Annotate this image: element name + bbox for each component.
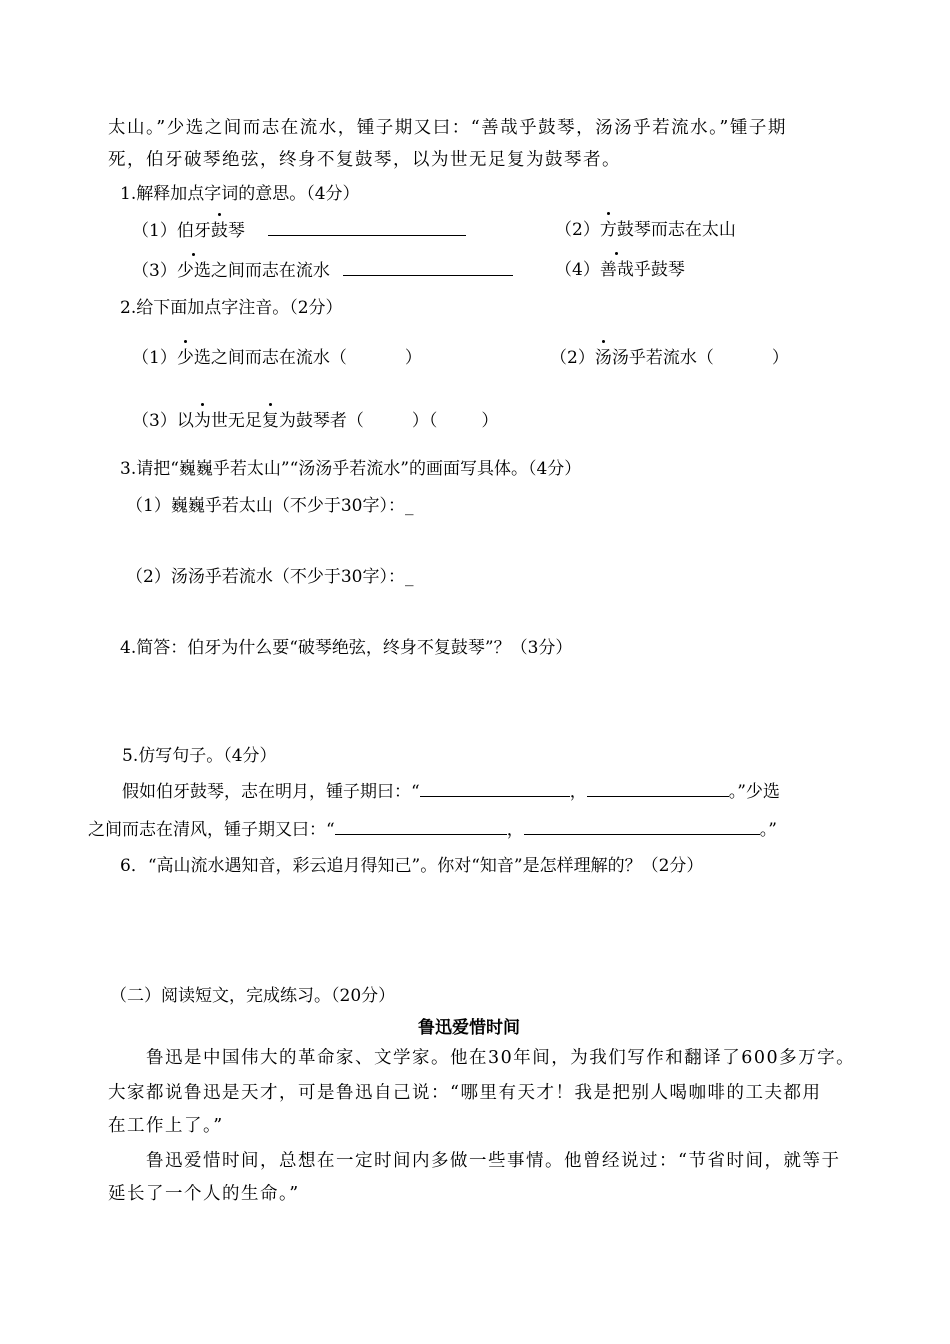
section-2-heading: （二）阅读短文，完成练习。（20分） (110, 986, 396, 1006)
q5-line-2 (88, 818, 777, 841)
q2-item-1-prefix: （1） (132, 348, 177, 368)
article-p1-line-3: 在工作上了。” (108, 1116, 224, 1136)
q5-line-2-text-b: ， (506, 820, 524, 840)
q2-item-3 (132, 410, 498, 432)
q2-item-2-close: ） (771, 348, 789, 368)
q2-item-3-close: ） (481, 411, 499, 431)
q6-title: 6．“高山流水遇知音，彩云追月得知己”。你对“知音”是怎样理解的？（2分） (120, 856, 704, 876)
q5-line-1 (122, 780, 780, 803)
q5-blank-3[interactable] (335, 818, 507, 835)
q1-item-3-prefix: （3） (132, 261, 177, 281)
q2-item-1-dotted: 少 (176, 348, 194, 368)
q2-item-2 (550, 347, 789, 369)
q1-item-3-answer-line[interactable] (343, 259, 513, 276)
q5-line-2-text-c: 。” (759, 820, 777, 840)
article-p2-line-1: 鲁迅爱惜时间，总想在一定时间内多做一些事情。他曾经说过：“节省时间，就等于 (146, 1151, 841, 1171)
q2-item-3-mid2: ）（ (411, 411, 438, 431)
q1-item-3-suffix: 之间而志在流水 (210, 261, 330, 281)
article-title: 鲁迅爱惜时间 (418, 1018, 520, 1038)
q1-title: 1.解释加点字词的意思。（4分） (120, 184, 360, 204)
q3-item-2[interactable]: （2）汤汤乎若流水（不少于30字）：_ (126, 567, 414, 587)
q5-line-1-text-b: ， (569, 782, 587, 802)
q2-item-3-dotted-1: 为 (193, 411, 211, 431)
q5-blank-2[interactable] (587, 780, 729, 797)
passage-line-1: 太山。”少选之间而志在流水，锺子期又曰：“善哉乎鼓琴，汤汤乎若流水。”锺子期 (108, 118, 787, 138)
q2-item-2-prefix: （2） (550, 348, 595, 368)
q1-item-2-dotted: 方 (599, 220, 617, 240)
q3-item-1[interactable]: （1）巍巍乎若太山（不少于30字）：_ (126, 496, 414, 516)
q2-item-3-dotted-2: 复 (261, 411, 279, 431)
q2-item-2-dotted: 汤 (594, 348, 612, 368)
q2-item-3-suffix: 为鼓琴者（ (278, 411, 364, 431)
q1-item-1-dotted: 鼓 (210, 221, 228, 241)
q5-title: 5.仿写句子。（4分） (122, 746, 277, 766)
q1-item-3 (132, 259, 513, 282)
article-p1-line-1: 鲁迅是中国伟大的革命家、文学家。他在30年间，为我们写作和翻译了600多万字。 (146, 1048, 856, 1068)
q5-blank-4[interactable] (524, 818, 760, 835)
passage-line-2: 死，伯牙破琴绝弦，终身不复鼓琴，以为世无足复为鼓琴者。 (108, 150, 621, 170)
article-p2-line-2: 延长了一个人的生命。” (108, 1184, 300, 1204)
q2-item-2-suffix: 汤乎若流水（ (611, 348, 714, 368)
q1-item-4-dotted: 善哉 (599, 260, 634, 280)
q5-blank-1[interactable] (420, 780, 570, 797)
q2-item-1-suffix: 选之间而志在流水（ (193, 348, 347, 368)
q1-item-2-suffix: 鼓琴而志在太山 (616, 220, 736, 240)
q3-title: 3.请把“巍巍乎若太山”“汤汤乎若流水”的画面写具体。（4分） (120, 459, 582, 479)
q1-item-1 (132, 219, 466, 242)
q2-item-1-close: ） (404, 348, 422, 368)
q1-item-2 (555, 219, 736, 241)
q1-item-4 (555, 259, 685, 281)
q1-item-4-prefix: （4） (555, 260, 600, 280)
q1-item-1-answer-line[interactable] (268, 219, 466, 236)
q1-item-3-dotted: 少选 (176, 261, 211, 281)
q1-item-1-suffix: 琴 (227, 221, 245, 241)
q2-title: 2.给下面加点字注音。（2分） (120, 298, 343, 318)
q5-line-1-text-a: 假如伯牙鼓琴，志在明月，锺子期曰：“ (122, 782, 420, 802)
q1-item-4-suffix: 乎鼓琴 (633, 260, 685, 280)
q5-line-1-text-c: 。”少选 (728, 782, 780, 802)
q1-item-2-prefix: （2） (555, 220, 600, 240)
q5-line-2-text-a: 之间而志在清风，锺子期又曰：“ (88, 820, 335, 840)
q1-item-1-prefix: （1）伯牙 (132, 221, 211, 241)
q2-item-3-prefix: （3）以 (132, 411, 194, 431)
q2-item-1 (132, 347, 422, 369)
article-p1-line-2: 大家都说鲁迅是天才，可是鲁迅自己说：“哪里有天才！我是把别人喝咖啡的工夫都用 (108, 1083, 822, 1103)
q4-title: 4.简答：伯牙为什么要“破琴绝弦，终身不复鼓琴”？（3分） (120, 638, 573, 658)
q2-item-3-mid: 世无足 (210, 411, 262, 431)
